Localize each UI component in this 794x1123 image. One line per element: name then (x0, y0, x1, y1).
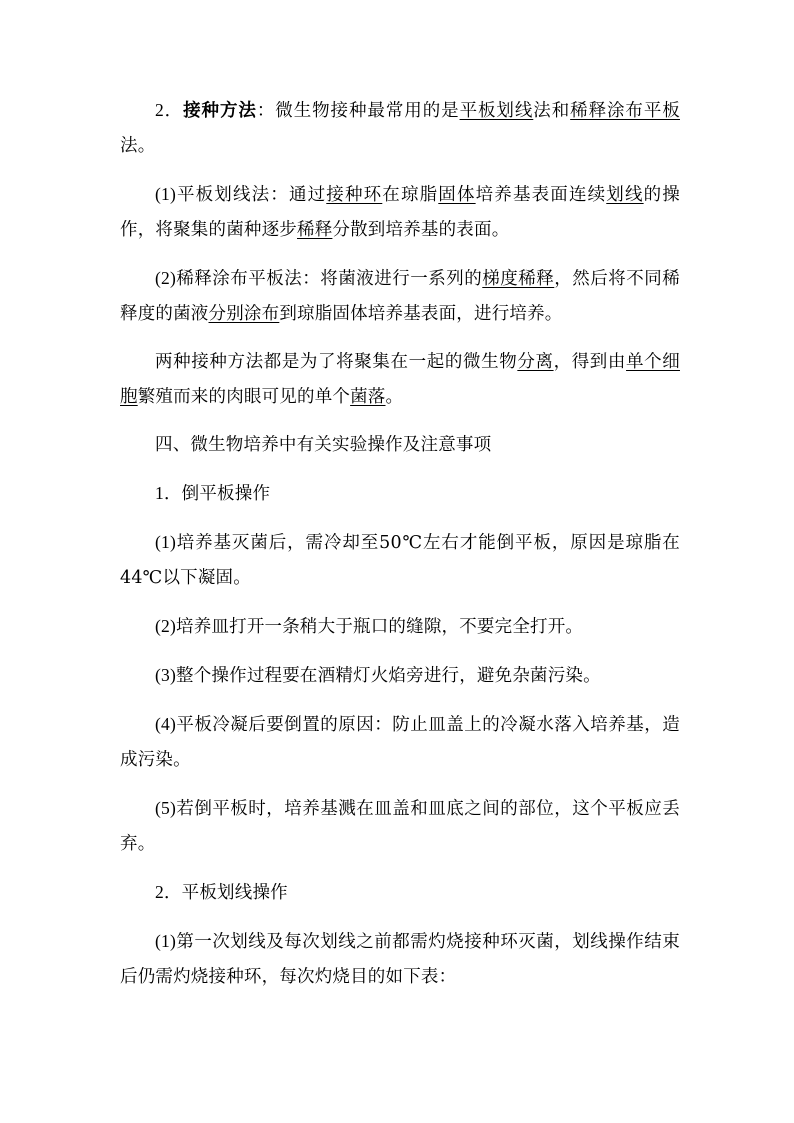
streak-item-1: (1)第一次划线及每次划线之前都需灼烧接种环灭菌，划线操作结束后仍需灼烧接种环，每次灼烧目的如下表： (120, 931, 680, 987)
heading-section-four: 四、微生物培养中有关实验操作及注意事项 (155, 435, 492, 455)
key-term: 分别涂布 (208, 304, 280, 324)
key-term: 划线 (606, 185, 644, 205)
subheading-streak-plate: 2．平板划线操作 (155, 882, 288, 903)
key-term: 固体 (438, 185, 476, 205)
paragraph-purpose: 两种接种方法都是为了将聚集在一起的微生物分离，得到由单个细胞繁殖而来的肉眼可见的单个菌落。 (120, 352, 680, 407)
subheading-pour-plate: 1．倒平板操作 (155, 483, 271, 504)
pour-item-3: (3)整个操作过程要在酒精灯火焰旁进行，避免杂菌污染。 (155, 665, 601, 686)
key-term: 分离 (517, 352, 554, 372)
pour-item-5: (5)若倒平板时，培养基溅在皿盖和皿底之间的部位，这个平板应丢弃。 (120, 798, 680, 854)
key-term: 平板划线 (459, 101, 534, 121)
key-term: 梯度稀释 (482, 269, 555, 289)
section-number: 2． (155, 100, 184, 120)
paragraph-streak-method: (1)平板划线法：通过接种环在琼脂固体培养基表面连续划线的操作，将聚集的菌种逐步稀释分散到培养基的表面。 (120, 184, 680, 240)
key-term: 稀释涂布平板 (570, 101, 680, 121)
pour-item-2: (2)培养皿打开一条稍大于瓶口的缝隙，不要完全打开。 (155, 616, 584, 637)
key-term: 单个细胞 (120, 352, 680, 407)
document-page (120, 93, 680, 1008)
pour-item-4: (4)平板冷凝后要倒置的原因：防止皿盖上的冷凝水落入培养基，造成污染。 (120, 714, 680, 770)
key-term: 接种环 (326, 185, 383, 205)
section-inoculation-methods: 2．接种方法：微生物接种最常用的是平板划线法和稀释涂布平板法。 (120, 100, 680, 156)
key-term: 菌落 (350, 387, 386, 407)
paragraph-spread-plate-method: (2)稀释涂布平板法：将菌液进行一系列的梯度稀释，然后将不同稀释度的菌液分别涂布到琼脂固体培养基表面，进行培养。 (120, 268, 680, 324)
key-term: 稀释 (297, 220, 333, 240)
section-title: 接种方法 (183, 101, 257, 121)
pour-item-1: (1)培养基灭菌后，需冷却至50℃左右才能倒平板，原因是琼脂在44℃以下凝固。 (120, 532, 680, 588)
